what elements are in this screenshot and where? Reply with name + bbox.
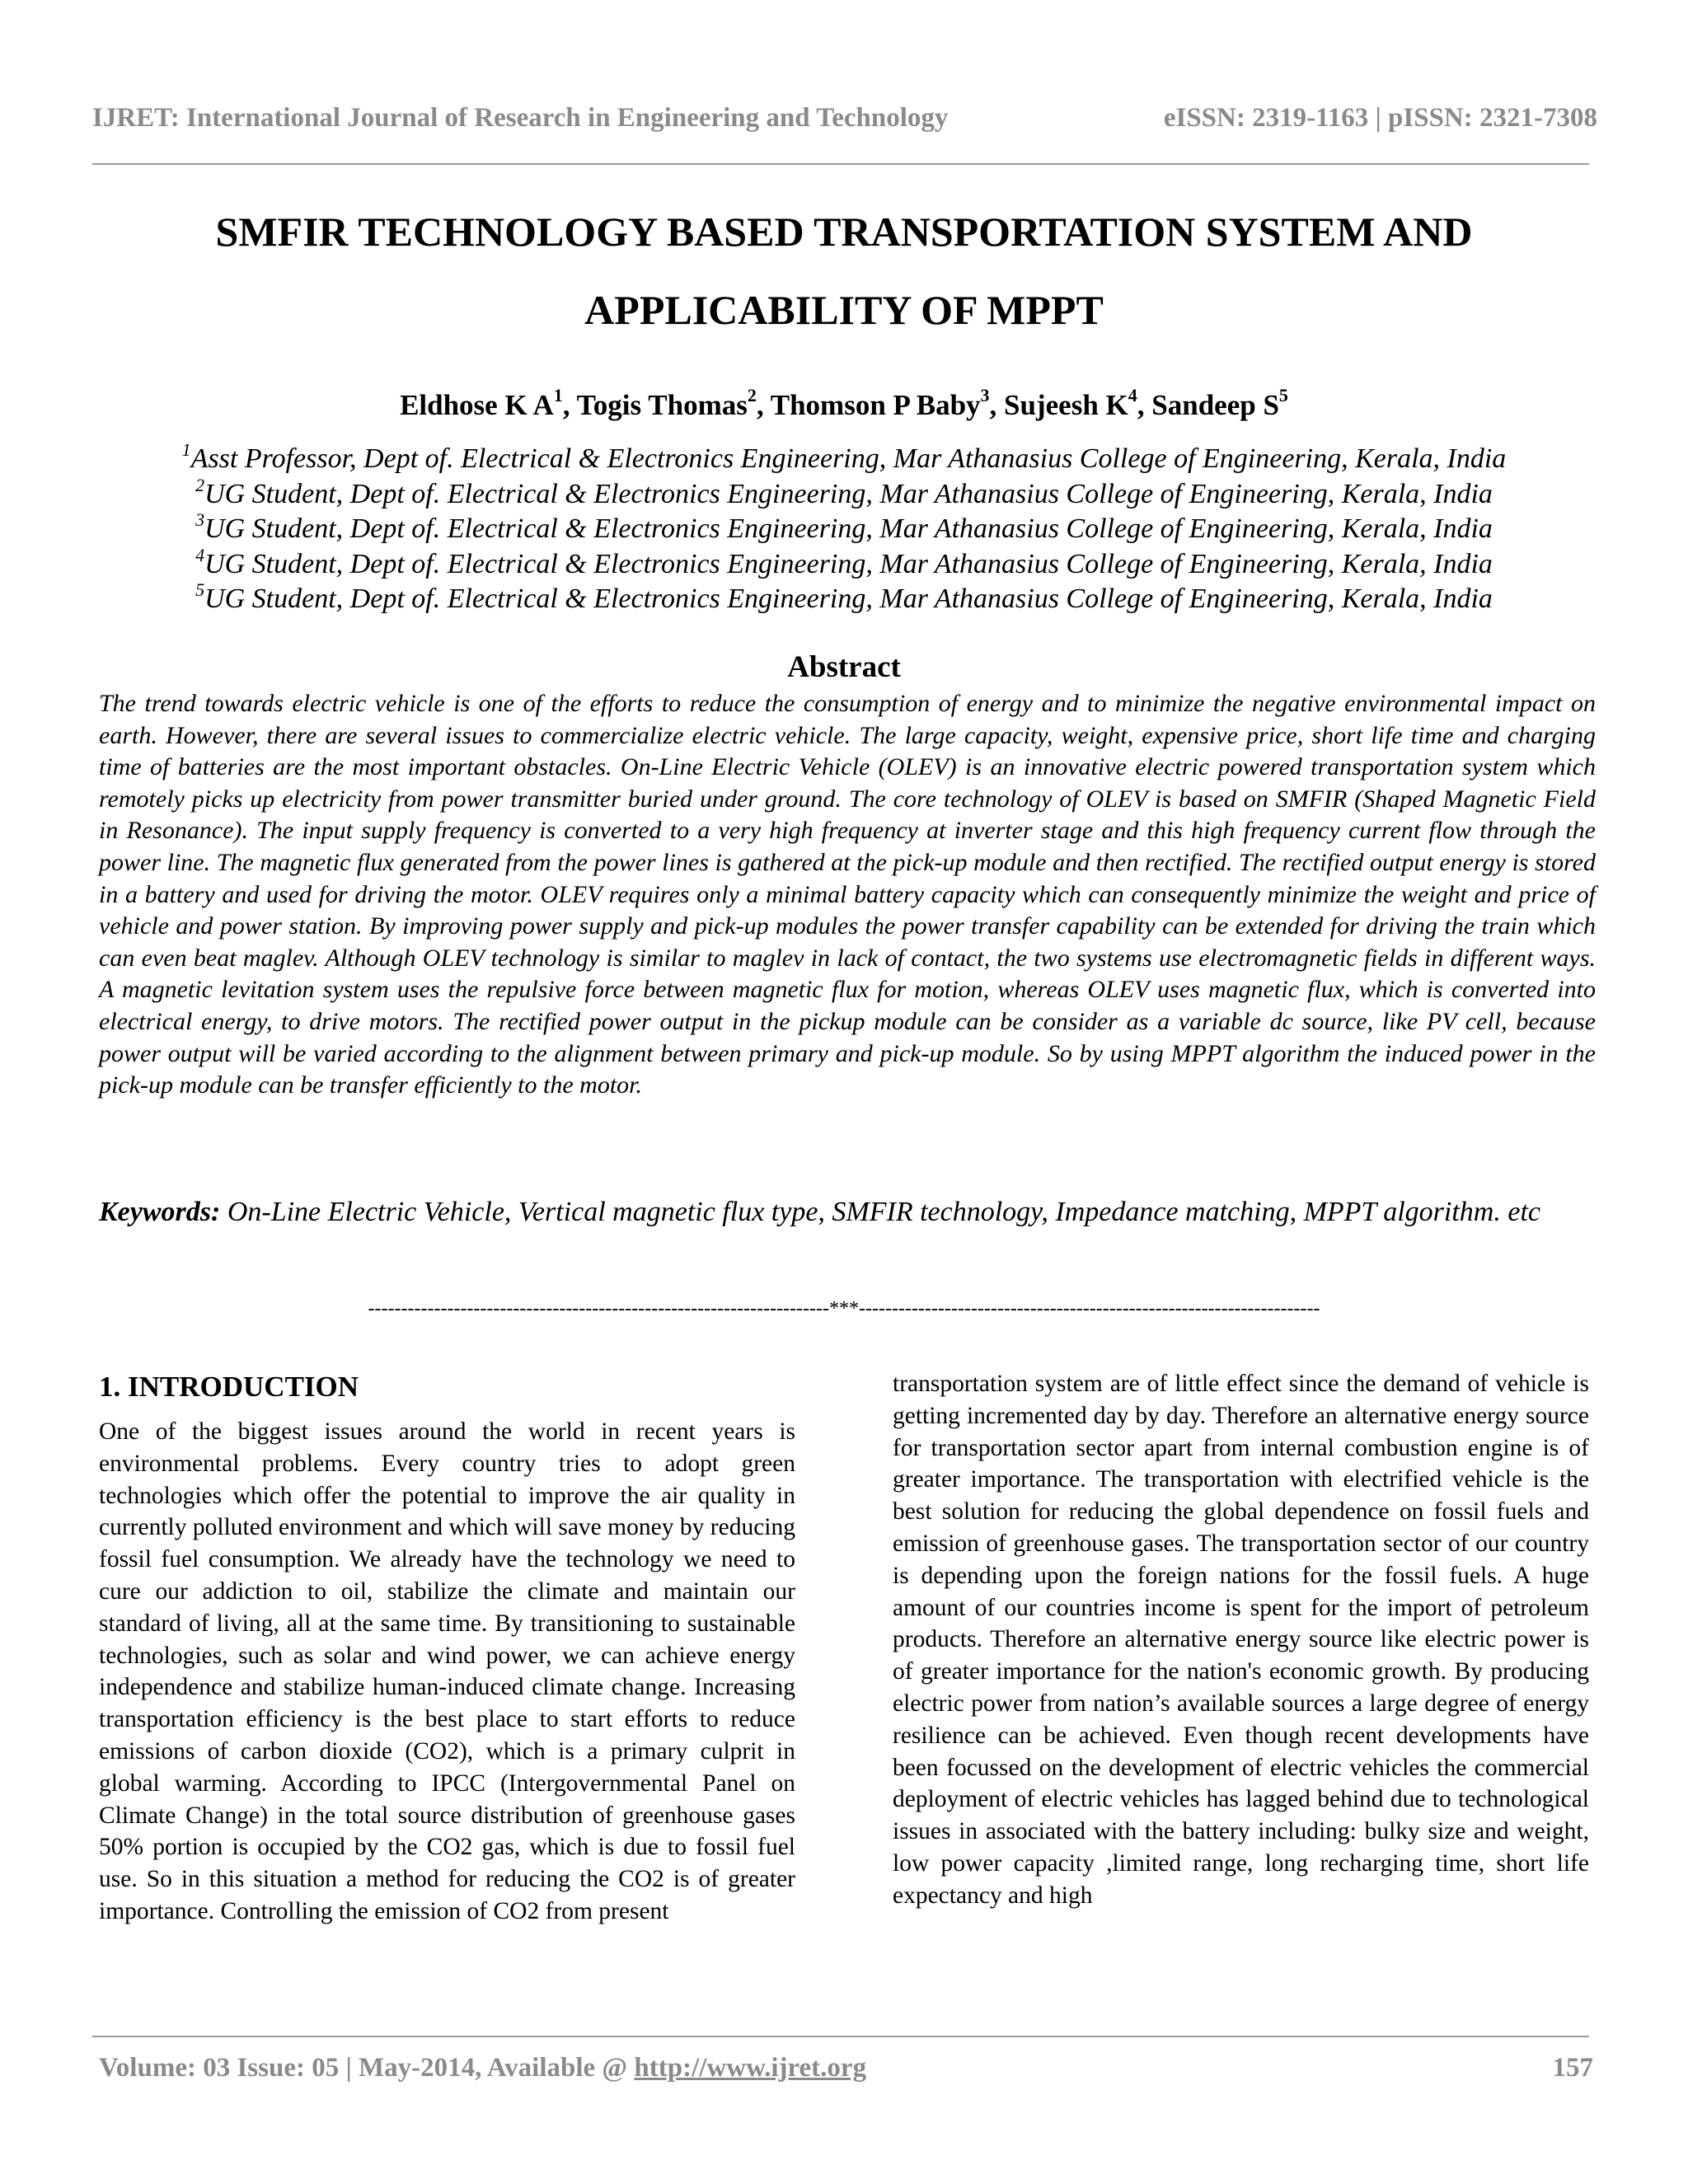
affiliation-list [82,439,1606,617]
affiliation: $^2$UG Student, Dept of. Electrical & Electronics Engineering, Mar Athanasius College of Engineering, Kerala, India [195,474,1493,509]
section-separator: ----------------------------------------------------------------------***---------------------------------------------------------------------- [368,1298,1320,1319]
keywords-label: Keywords: [99,1197,221,1227]
journal-link[interactable]: http://www.ijret.org [634,2053,867,2083]
affiliation: $^3$UG Student, Dept of. Electrical & Electronics Engineering, Mar Athanasius College of Engineering, Kerala, India [195,509,1493,544]
title-line-1: SMFIR TECHNOLOGY BASED TRANSPORTATION SYSTEM AND [215,209,1473,255]
affiliation: $^1$Asst Professor, Dept of. Electrical & Electronics Engineering, Mar Athanasius College of Engineering, Kerala, India [181,439,1507,474]
title-line-2: APPLICABILITY OF MPPT [584,287,1104,333]
keywords-text: On-Line Electric Vehicle, Vertical magnetic flux type, SMFIR technology, Impedance matching, MPPT algorithm. etc [227,1197,1540,1227]
keywords [99,1185,1596,1240]
running-header [92,97,1597,138]
volume-info: Volume: 03 Issue: 05 | May-2014, Available @ http://www.ijret.org [99,2053,867,2083]
author: Eldhose K $A^1$, [400,385,577,421]
author: Sandeep $S^5$ [1151,385,1288,421]
journal-name: IJRET: International Journal of Research in Engineering and Technology [92,103,949,133]
author: Sujeesh $K^4$, [1004,385,1152,421]
page-number: 157 [1552,2053,1593,2083]
affiliation: $^5$UG Student, Dept of. Electrical & Electronics Engineering, Mar Athanasius College of Engineering, Kerala, India [195,579,1493,614]
introduction-paragraph-continued: transportation system are of little effect since the demand of vehicle is getting incremented day by day. Therefore an alternative energy source for transportation sector apart from internal combustion engine is of greater importance. The transportation with electrified vehicle is the best solution for reducing the global dependence on fossil fuels and emission of greenhouse gases. The transportation sector of our country is depending upon the foreign nations for the fossil fuels. A huge amount of our countries income is spent for the import of petroleum products. Therefore an alternative energy source like electric power is of greater importance for the nation's economic growth. By producing electric power from nation’s available sources a large degree of energy resilience can be achieved. Even though recent developments have been focussed on the development of electric vehicles the commercial deployment of electric vehicles has lagged behind due to technological issues in associated with the battery including: bulky size and weight, low power capacity ,limited range, long recharging time, short life expectancy and high [893,1371,1589,1909]
introduction-heading: 1. INTRODUCTION [99,1371,359,1403]
abstract-heading: Abstract [787,650,901,684]
paper-title [91,193,1597,349]
author-list [91,384,1597,427]
footer-rule [92,2036,1589,2037]
issn-info: eISSN: 2319-1163 | pISSN: 2321-7308 [1163,103,1597,133]
abstract-body: The trend towards electric vehicle is one of the efforts to reduce the consumption of energy and to minimize the negative environmental impact on earth. However, there are several issues to commercialize electric vehicle. The large capacity, weight, expensive price, short life time and charging time of batteries are the most important obstacles. On-Line Electric Vehicle (OLEV) is an innovative electric powered transportation system which remotely picks up electricity from power transmitter buried under ground. The core technology of OLEV is based on SMFIR (Shaped Magnetic Field in Resonance). The input supply frequency is converted to a very high frequency at inverter stage and this high frequency current flow through the power line. The magnetic flux generated from the power lines is gathered at the pick-up module and then rectified. The rectified output energy is stored in a battery and used for driving the motor. OLEV requires only a minimal battery capacity which can consequently minimize the weight and price of vehicle and power station. By improving power supply and pick-up modules the power transfer capability can be extended for driving the train which can even beat maglev. Although OLEV technology is similar to maglev in lack of contact, the two systems use electromagnetic fields in different ways. A magnetic levitation system uses the repulsive force between magnetic flux for motion, whereas OLEV uses magnetic flux, which is converted into electrical energy, to drive motors. The rectified power output in the pickup module can be consider as a variable dc source, like PV cell, because power output will be varied according to the alignment between primary and pick-up module. So by using MPPT algorithm the induced power in the pick-up module can be transfer efficiently to the motor. [99,690,1596,1099]
author: Togis Thomas$^2$, [576,385,771,421]
header-rule [92,163,1589,165]
left-column [99,1366,795,1928]
running-footer [99,2047,1593,2088]
affiliation: $^4$UG Student, Dept of. Electrical & Electronics Engineering, Mar Athanasius College of Engineering, Kerala, India [195,544,1493,579]
introduction-paragraph: One of the biggest issues around the world in recent years is environmental problems. Every country tries to adopt green technologies which offer the potential to improve the air quality in currently polluted environment and which will save money by reducing fossil fuel consumption. We already have the technology we need to cure our addiction to oil, stabilize the climate and maintain our standard of living, all at the same time. By transitioning to sustainable technologies, such as solar and wind power, we can achieve energy independence and stabilize human-induced climate change. Increasing transportation efficiency is the best place to start efforts to reduce emissions of carbon dioxide (CO2), which is a primary culprit in global warming. According to IPCC (Intergovernmental Panel on Climate Change) in the total source distribution of greenhouse gases 50% portion is occupied by the CO2 gas, which is due to fossil fuel use. So in this situation a method for reducing the CO2 is of greater importance. Controlling the emission of CO2 from present [99,1418,795,1924]
right-column [893,1368,1589,1912]
author: Thomson P Baby$^3$, [770,385,1005,421]
